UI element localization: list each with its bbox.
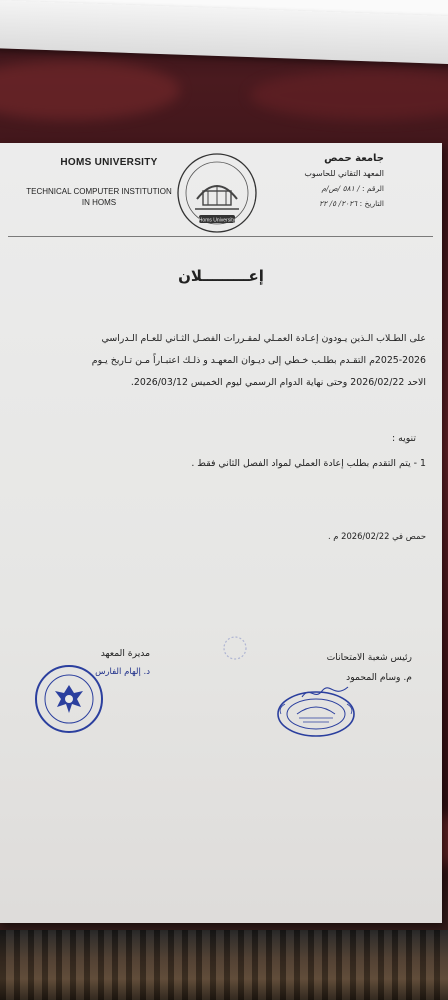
header-arabic [264,153,384,208]
body-line-2: 2025-2026م التقـدم بطلـب خـطي إلى ديـوان المعهـد و ذلـك اعتبـاراً مـن تـاريخ يـوم [91,355,426,366]
place-and-date: حمص في 2026/02/22 م . [327,531,426,541]
exams-head-signature [252,648,412,688]
faint-stamp-icon [222,635,248,661]
body-line-1: على الطـلاب الـذين يـودون إعـادة العمـلي لمقـررات الفصـل الثـاني للعـام الـدراسي [101,333,426,344]
university-logo-icon [175,151,259,235]
reference-number: الرقم : / ٥٨١ /ص/م [321,184,384,193]
exams-stamp-icon [275,688,357,740]
director-name: د. إلهام الفارس [95,667,150,677]
institution-name-ar: المعهد التقاني للحاسوب [304,169,384,178]
university-name-ar: جامعة حمص [324,153,384,164]
institute-stamp-icon [33,663,105,735]
director-title: مديرة المعهد [100,648,150,659]
announcement-title: إعـــــــــلان [178,267,264,285]
note-item: 1 - يتم التقدم بطلب إعادة العملي لمواد الفصل الثاني فقط . [191,458,426,469]
institution-name-en: TECHNICAL COMPUTER INSTITUTION IN HOMS [26,187,172,207]
logo-caption: Homs University [198,217,236,224]
university-name-en: HOMS UNIVERSITY [60,157,158,168]
announcement-body [14,328,426,394]
bottom-surface [0,930,448,1000]
exams-head-name: م. وسام المحمود [346,672,412,683]
header-divider [8,236,433,237]
header-date: التاريخ : ٢٠٢٦/ ٥/ ٢٢ [319,199,384,208]
exams-head-title: رئيس شعبة الامتحانات [326,652,412,663]
header-english [24,157,174,208]
note-label: تنويه : [391,433,416,444]
announcement-sheet [0,143,442,923]
body-line-3: الاحد 2026/02/22 وحتى نهاية الدوام الرسمي ليوم الخميس 2026/03/12. [130,377,426,388]
